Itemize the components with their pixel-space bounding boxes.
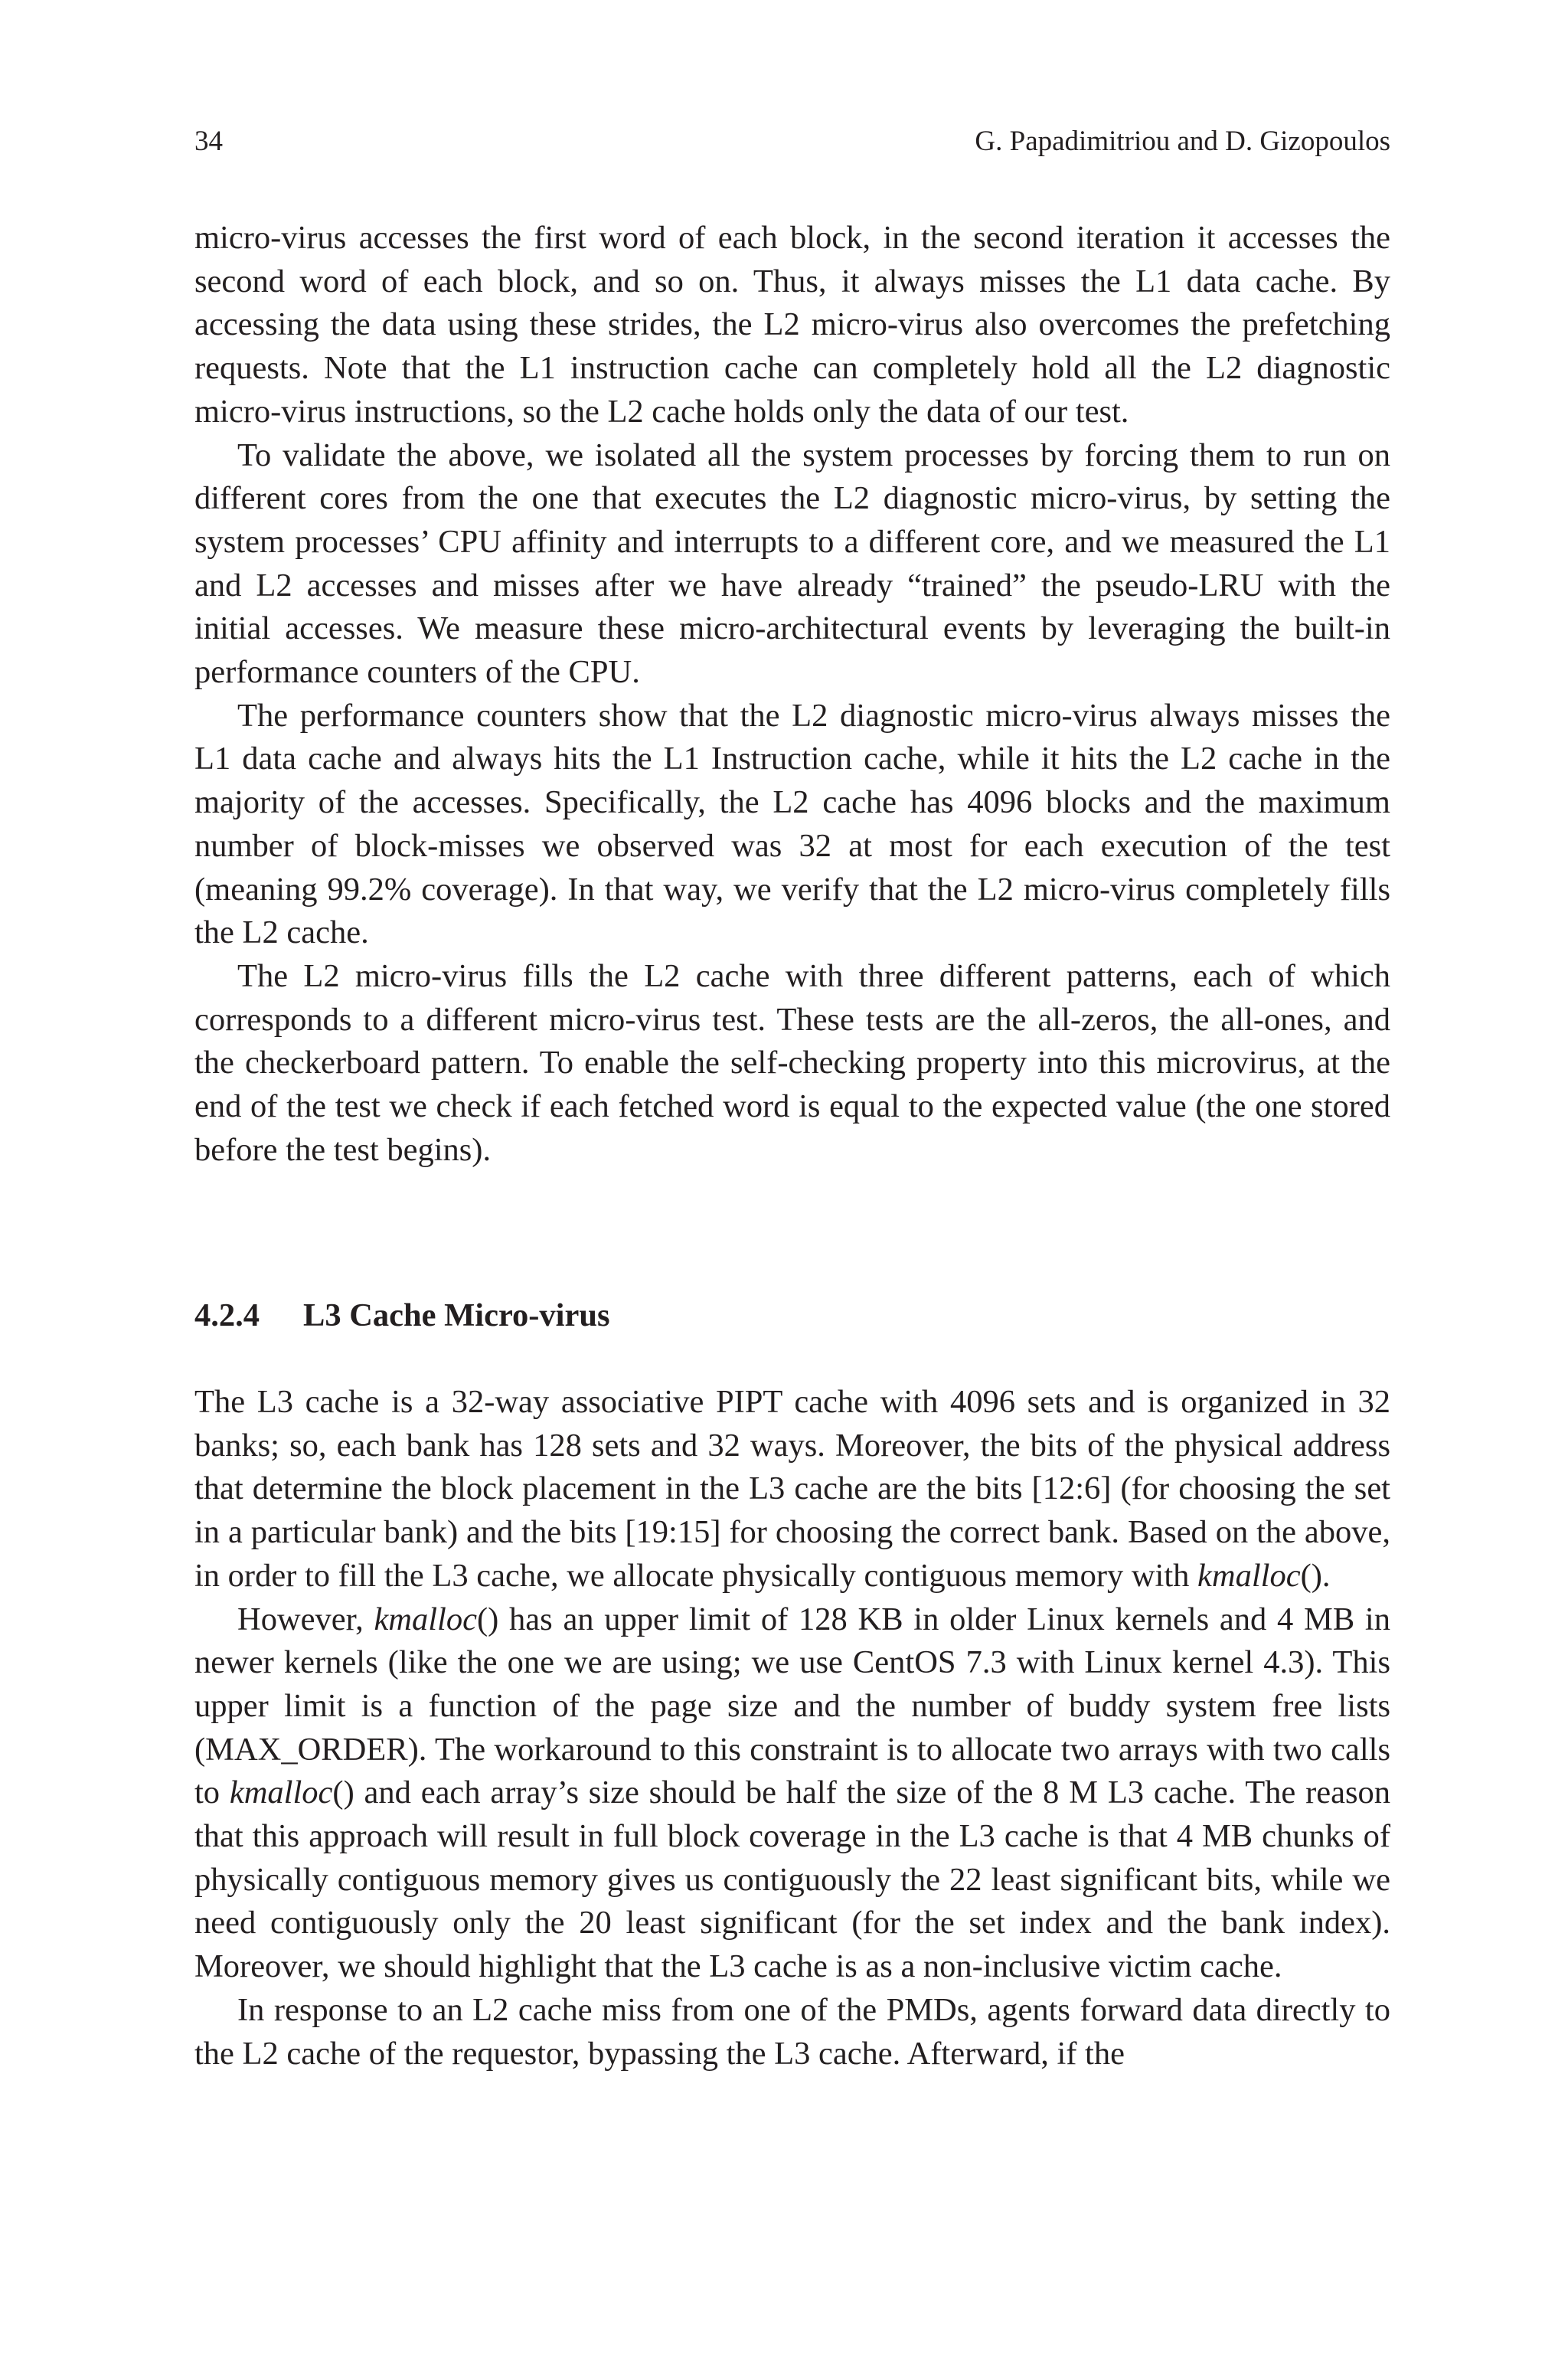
paragraph-6 bbox=[194, 1598, 1390, 1989]
running-head bbox=[194, 123, 1390, 161]
paragraph-2: To validate the above, we isolated all the system processes by forcing them to run on different cores from the one that executes the L2 diagnostic micro-virus, by setting the system processes’ CPU affinity and interrupts to a different core, and we measured the L1 and L2 accesses and misses after we have already “trained” the pseudo-LRU with the initial accesses. We measure these micro-architectural events by leveraging the built-in performance counters of the CPU. bbox=[194, 437, 1390, 691]
paragraph-6-text-c: () has an upper limit of 128 KB in older Linux kernels and 4 MB in newer kernels (like the one we are using; we use CentOS 7.3 with Linux kernel 4.3). This upper limit is a function of the page size and the number of buddy system free lists (MAX_ORDER). The workaround to this constraint is to allocate two arrays with two calls to bbox=[194, 1601, 1390, 1811]
section-number: 4.2.4 bbox=[194, 1297, 260, 1333]
paragraph-4: The L2 micro-virus fills the L2 cache with three different patterns, each of which corresponds to a different micro-virus test. These tests are the all-zeros, the all-ones, and the checkerboard pattern. To enable the self-checking property into this microvirus, at the end of the test we check if each fetched word is equal to the expected value (the one stored before the test begins). bbox=[194, 957, 1390, 1168]
paragraph-5-text-a: The L3 cache is a 32-way associative PIPT cache with 4096 sets and is organized in 32 banks; so, each bank has 128 sets and 32 ways. Moreover, the bits of the physical address that determine the block placement in the L3 cache are the bits [12:6] (for choosing the set in a particular bank) and the bits [19:15] for choosing the correct bank. Based on the above, in order to fill the L3 cache, we allocate physically contiguous memory with bbox=[194, 1384, 1390, 1594]
paragraph-1: micro-virus accesses the first word of each block, in the second iteration it accesses the second word of each block, and so on. Thus, it always misses the L1 data cache. By accessing the data using these strides, the L2 micro-virus also overcomes the prefetching requests. Note that the L1 instruction cache can completely hold all the L2 diagnostic micro-virus instructions, so the L2 cache holds only the data of our test. bbox=[194, 220, 1390, 430]
section-heading bbox=[194, 1294, 610, 1337]
running-head-authors: G. Papadimitriou and D. Gizopoulos bbox=[975, 126, 1390, 157]
body-text-top bbox=[194, 217, 1390, 1172]
page-number: 34 bbox=[194, 126, 223, 157]
paragraph-6-code-2: kmalloc bbox=[229, 1775, 333, 1811]
paragraph-5-code: kmalloc bbox=[1197, 1557, 1301, 1594]
body-text-bottom bbox=[194, 1381, 1390, 2075]
paragraph-3: The performance counters show that the L2 diagnostic micro-virus always misses the L1 data cache and always hits the L1 Instruction cache, while it hits the L2 cache in the majority of the accesses. Specifically, the L2 cache has 4096 blocks and the maximum number of block-misses we observed was 32 at most for each execution of the test (meaning 99.2% coverage). In that way, we verify that the L2 micro-virus completely fills the L2 cache. bbox=[194, 697, 1390, 951]
paragraph-5-text-c: (). bbox=[1300, 1557, 1331, 1594]
paragraph-6-text-e: () and each array’s size should be half the size of the 8 M L3 cache. The reason that this approach will result in full block coverage in the L3 cache is that 4 MB chunks of physically contiguous memory gives us contiguously the 22 least significant bits, while we need contiguously only the 20 least significant (for the set index and the bank index). Moreover, we should highlight that the L3 cache is as a non-inclusive victim cache. bbox=[194, 1775, 1391, 1985]
paragraph-5 bbox=[194, 1381, 1390, 1598]
paragraph-6-text-a: However, bbox=[237, 1601, 374, 1637]
paragraph-7: In response to an L2 cache miss from one of the PMDs, agents forward data directly to the L2 cache of the requestor, bypassing the L3 cache. Afterward, if the bbox=[194, 1991, 1390, 2072]
section-title: L3 Cache Micro-virus bbox=[303, 1297, 610, 1333]
paragraph-6-code-1: kmalloc bbox=[374, 1601, 477, 1637]
